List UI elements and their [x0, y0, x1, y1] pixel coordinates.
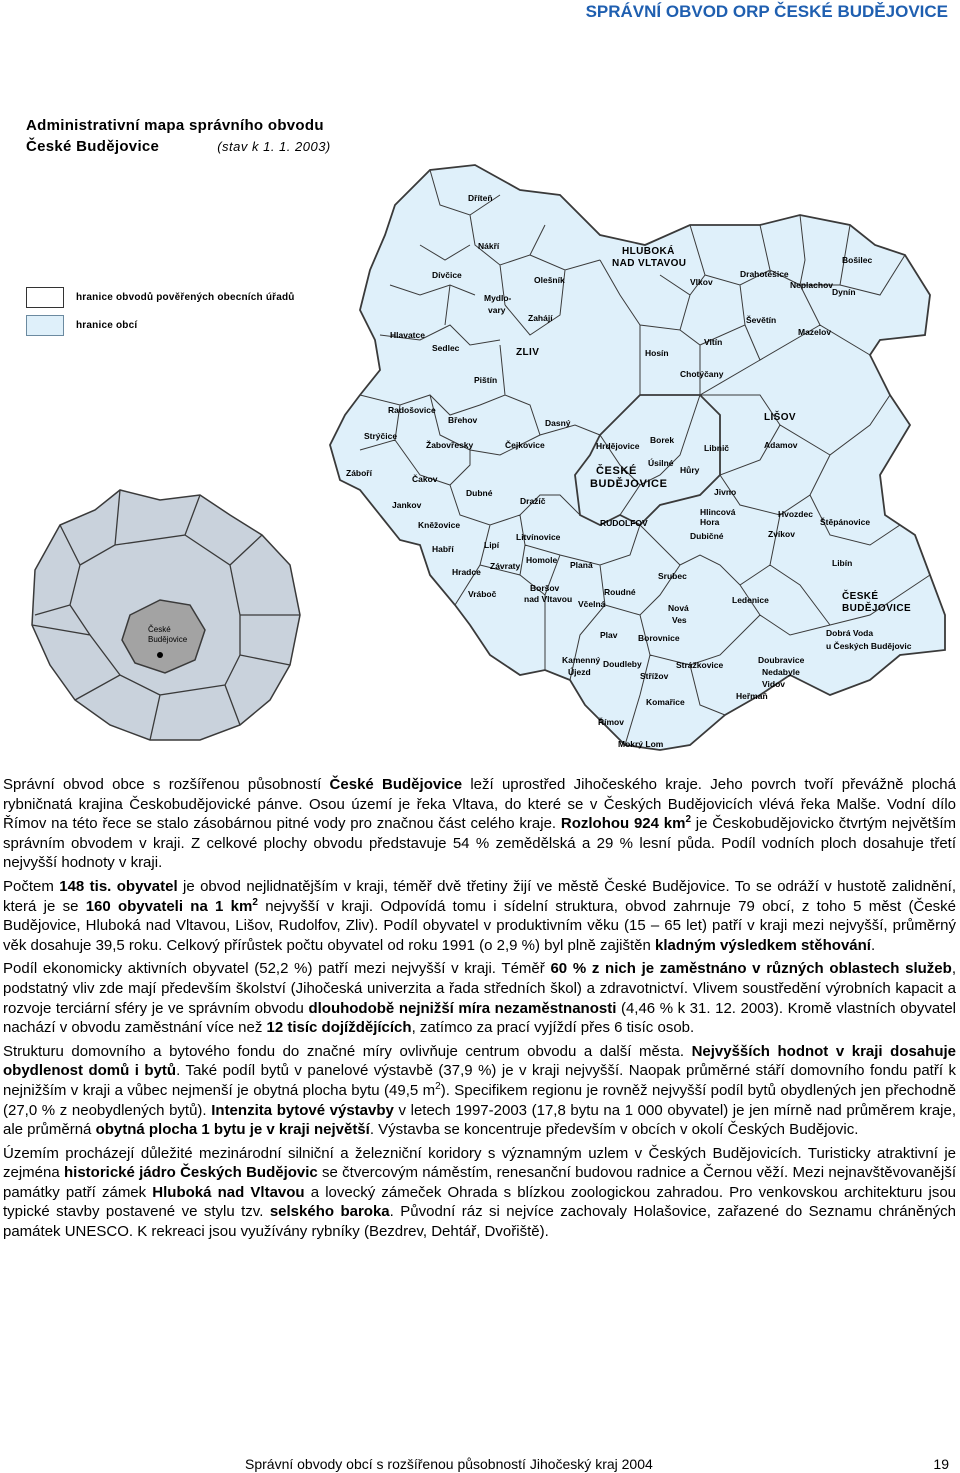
map-label: Strýčice — [364, 431, 398, 441]
text-run: Strukturu domovního a bytového fondu do značné míry ovlivňuje centrum obvodu a další města. — [3, 1042, 692, 1060]
legend-row — [26, 283, 295, 311]
text-bold: 148 tis. — [59, 877, 112, 895]
text-bold: kladným výsledkem stěhování — [655, 936, 871, 954]
text-run: se čtvercovým náměstím, renesanční budovou radnice a Černou věží. Mezi nejnavštěvovanější památky patří zámek — [3, 1164, 956, 1201]
map-label: Dobrá Voda — [826, 628, 874, 638]
map-title-line1: Administrativní mapa správního obvodu — [26, 117, 324, 134]
map-label: Planá — [570, 560, 593, 570]
map-label: Vidov — [762, 679, 785, 689]
map-title-line2: České Budějovice — [26, 138, 160, 155]
map-label: Heřmaň — [736, 691, 768, 701]
paragraph-3 — [3, 959, 956, 1037]
text-bold: 160 obyvateli na 1 km — [85, 897, 253, 915]
text-bold: České Budějovice — [329, 776, 463, 793]
map-label: Srubec — [658, 571, 687, 581]
map-label: Sedlec — [432, 343, 460, 353]
map-label: Mydlo- — [484, 293, 512, 303]
map-label: Dasný — [545, 418, 571, 428]
paragraph-5 — [3, 1144, 956, 1242]
map-label: Nákří — [478, 241, 500, 251]
inset-region-map — [32, 490, 300, 740]
map-label: Vitín — [704, 337, 723, 347]
text-run: v letech 1997-2003 (17,8 bytu na 1 000 obyvatel) je jen mírně nad průměrem kraje, ale průměrná — [3, 1101, 957, 1139]
page-header: SPRÁVNÍ OBVOD ORP ČESKÉ BUDĚJOVICE — [585, 2, 948, 21]
text-bold: dlouhodobě nejnižší míra nezaměstnanosti — [308, 999, 617, 1017]
map-label: Nová — [668, 603, 689, 613]
map-label: Čejkovice — [505, 440, 545, 450]
map-label: RUDOLFOV — [600, 518, 648, 528]
map-label: u Českých Budějovic — [826, 641, 912, 651]
text-run: leží uprostřed Jihočeského kraje. Jeho povrch tvoří převážně plochá rybničnatá krajina Českobudějovické pánve. Osou území je řeka Vltava, do které se v Českých Budějovicích vlévá řeka Malše. Vodní dílo Římov na této řece se stalo zásobárnou pitné vody pro značnou část celého kraje. — [3, 776, 956, 833]
map-legend — [26, 283, 295, 339]
paragraph-1 — [3, 775, 956, 873]
map-label: Štěpánovice — [820, 517, 871, 527]
text-run: a lovecký zámeček Ohrada s blízkou zoologickou zahradou. Pro venkovskou architekturu jsou typické stavby postavené ve stylu tzv. — [3, 1183, 957, 1221]
text-run: je obvod nejlidnatějším v kraji, téměř dvě třetiny žijí ve městě České Budějovice. To se odráží v hustotě zalidnění, která je se — [3, 877, 956, 915]
map-label: Mokrý Lom — [618, 739, 664, 749]
body-text — [3, 775, 956, 1246]
page-number: 19 — [933, 1456, 949, 1472]
map-label: nad Vltavou — [524, 594, 573, 604]
map-label: Včelná — [578, 599, 606, 609]
text-run: , podstatný vliv zde mají především školství (Jihočeská univerzita a řada středních škol) a zdravotnictví. Vlivem soustředění výrobních kapacit a rozvoje terciární sféry je ve správním obvodu — [3, 960, 956, 1017]
map-label: Úsilné — [648, 458, 674, 468]
map-label: Libnič — [704, 443, 730, 453]
map-label: ZLIV — [516, 347, 540, 358]
text-bold: historické jádro Českých Budějovic — [63, 1164, 318, 1182]
map-label: Radošovice — [388, 405, 436, 415]
text-bold: 60 % z nich je zaměstnáno v různých oblastech služeb — [550, 960, 952, 978]
map-label: Bošilec — [842, 255, 873, 265]
text-bold: 12 tisíc dojíždějících — [266, 1019, 412, 1037]
map-label: Břehov — [448, 415, 478, 425]
map-label: Hrdějovice — [596, 441, 640, 451]
map-label: Záboří — [346, 468, 372, 478]
map-label: Střížov — [640, 671, 669, 681]
map-label: Litvínovice — [516, 532, 561, 542]
map-label: Doudleby — [603, 659, 642, 669]
map-label: Libín — [832, 558, 853, 568]
map-label: Jivno — [714, 487, 737, 497]
text-bold: obytná plocha 1 bytu je v kraji největší — [95, 1121, 370, 1139]
legend-label: hranice obcí — [76, 319, 138, 331]
map-label: Zvíkov — [768, 529, 795, 539]
text-run: Podíl ekonomicky aktivních obyvatel (52,2 %) patří mezi nejvyšší v kraji. Téměř — [3, 960, 551, 978]
legend-swatch-obce — [26, 315, 64, 336]
map-label: Neplachov — [790, 280, 833, 290]
text-bold: Hluboká nad Vltavou — [152, 1183, 305, 1201]
map-label: Adamov — [764, 440, 798, 450]
map-label: Homole — [526, 555, 558, 565]
paragraph-2 — [3, 877, 956, 955]
text-run: . Výstavba se koncentruje především v obcích v okolí Českých Budějovic. — [369, 1121, 859, 1139]
text-run: Územím procházejí důležité mezinárodní silniční a železniční koridory s významným uzlem v Českých Budějovicích. Turisticky atraktivní je zejména — [3, 1144, 956, 1182]
map-label: Pištín — [474, 375, 498, 385]
text-run: ). Specifikem regionu je rovněž nejvyšší podíl bytů obydlených jen přechodně (27,0 % z neobydlených bytů). — [3, 1081, 956, 1119]
map-label: Zahájí — [528, 313, 553, 323]
map-label: Hlavatce — [390, 330, 425, 340]
map-label: vary — [488, 305, 506, 315]
map-label: ČESKÉ — [842, 591, 879, 602]
map-label: LIŠOV — [764, 412, 797, 423]
text-run: 2 — [435, 1080, 441, 1092]
page-footer: Správní obvody obcí s rozšířenou působností Jihočeský kraj 2004 — [245, 1456, 653, 1472]
text-run: . — [870, 936, 876, 954]
map-label: Plav — [600, 630, 618, 640]
map-label: Mazelov — [798, 327, 832, 337]
text-bold: Rozlohou 924 km — [560, 815, 686, 833]
legend-label: hranice obvodů pověřených obecních úřadů — [76, 291, 295, 303]
text-bold: Nejvyšších hodnot v kraji dosahuje obydlenost domů i bytů — [3, 1042, 956, 1080]
administrative-map — [0, 95, 960, 760]
map-label: Hůry — [680, 465, 700, 475]
map-label: Kamenný — [562, 655, 601, 665]
text-bold: Intenzita bytové výstavby — [211, 1101, 394, 1119]
map-label: Dívčice — [432, 270, 462, 280]
map-date: (stav k 1. 1. 2003) — [217, 139, 331, 154]
map-label: HLUBOKÁ — [622, 246, 675, 257]
map-label: Habří — [432, 544, 454, 554]
map-label: Hvozdec — [778, 509, 813, 519]
map-label: Kněžovice — [418, 520, 461, 530]
map-label-city: BUDĚJOVICE — [590, 478, 668, 490]
text-bold: 2 — [685, 814, 691, 826]
map-label: Drahotěšice — [740, 269, 789, 279]
map-label-city: ČESKÉ — [596, 465, 637, 477]
text-run: nejvyšší v kraji. Odpovídá tomu i sídelní struktura, obvod zahrnuje 79 obcí, z toho 5 měst (České Budějovice, Hluboká nad Vltavou, Lišov, Rudolfov, Zliv). Podíl obyvatel v produktivním věku (15 – 65 let) patří v kraji mezi nejvyšší, průměrný věk dosahuje 39,5 roku. Celkový přírůstek počtu obyvatel od roku 1991 (o 2,9 %) byl plně zajištěn — [3, 897, 957, 954]
map-label: Žabovřesky — [426, 440, 474, 450]
map-label: Lipí — [484, 540, 500, 550]
map-label: Dříteň — [468, 193, 493, 203]
map-label: Strážkovice — [676, 660, 724, 670]
map-label: Hradce — [452, 567, 481, 577]
map-label: Čakov — [412, 474, 438, 484]
map-label: Ves — [672, 615, 687, 625]
text-bold: 2 — [252, 896, 258, 908]
text-run: je Českobudějovicko čtvrtým největším správním obvodem v kraji. Z celkové plochy obvodu představuje 54 % zemědělská a 29 % lesní půda. Podíl vodních ploch dosahuje třetí nejvyšší hodnoty v kraji. — [3, 815, 956, 872]
map-label: Vlkov — [690, 277, 713, 287]
map-label: Olešník — [534, 275, 565, 285]
map-label: Dražíč — [520, 496, 546, 506]
map-label: Jankov — [392, 500, 422, 510]
map-label: Dynín — [832, 287, 856, 297]
map-label: Komařice — [646, 697, 685, 707]
map-label: Hosín — [645, 348, 669, 358]
map-label: Hlincová Hora — [700, 507, 736, 527]
map-label: Újezd — [568, 667, 591, 677]
map-label: Borek — [650, 435, 675, 445]
map-label: Roudné — [604, 587, 636, 597]
map-label: Boršov — [530, 583, 560, 593]
map-label: Ledenice — [732, 595, 769, 605]
text-run: (4,46 % k 31. 12. 2003). Kromě vlastních obyvatel nachází v obvodu zaměstnání více než — [3, 999, 957, 1037]
map-label: Nedabyle — [762, 667, 800, 677]
text-run: . Také podíl bytů v panelové výstavbě (37,9 %) je v kraji nejvyšší. Naopak průměrné stáří domovního fondu patří k nejnižším v kraji a vůbec nejmenší je obytná plocha bytu (49,5 m — [3, 1062, 956, 1099]
text-bold: selského baroka — [269, 1203, 390, 1221]
text-bold: obyvatel — [116, 877, 178, 895]
legend-row — [26, 311, 295, 339]
text-run: . Původní ráz si nejvíce zachovaly Holašovice, zařazené do Seznamu chráněných památek UNESCO. K rekreaci jsou využívány rybníky (Bezdrev, Dehtář, Dvořiště). — [3, 1203, 957, 1241]
map-label: Závraty — [490, 561, 521, 571]
map-label: Ševětín — [746, 315, 777, 325]
map-label: Dubné — [466, 488, 493, 498]
map-label: Vráboč — [468, 589, 497, 599]
map-label: Borovnice — [638, 633, 680, 643]
map-label: Římov — [598, 717, 624, 727]
inset-city-label: České Budějovice — [148, 625, 188, 644]
map-label: Dubičné — [690, 531, 724, 541]
map-label: Chotýčany — [680, 369, 724, 379]
map-title — [26, 115, 331, 157]
text-run: Počtem — [3, 877, 60, 895]
map-label: BUDĚJOVICE — [842, 603, 912, 614]
text-run: , zatímco za prací vyjíždí přes 6 tisíc osob. — [411, 1019, 695, 1037]
map-label: NAD VLTAVOU — [612, 258, 687, 269]
paragraph-4 — [3, 1042, 956, 1140]
legend-swatch-orp — [26, 287, 64, 308]
text-run: Správní obvod obce s rozšířenou působností — [3, 776, 330, 793]
map-label: Doubravice — [758, 655, 805, 665]
